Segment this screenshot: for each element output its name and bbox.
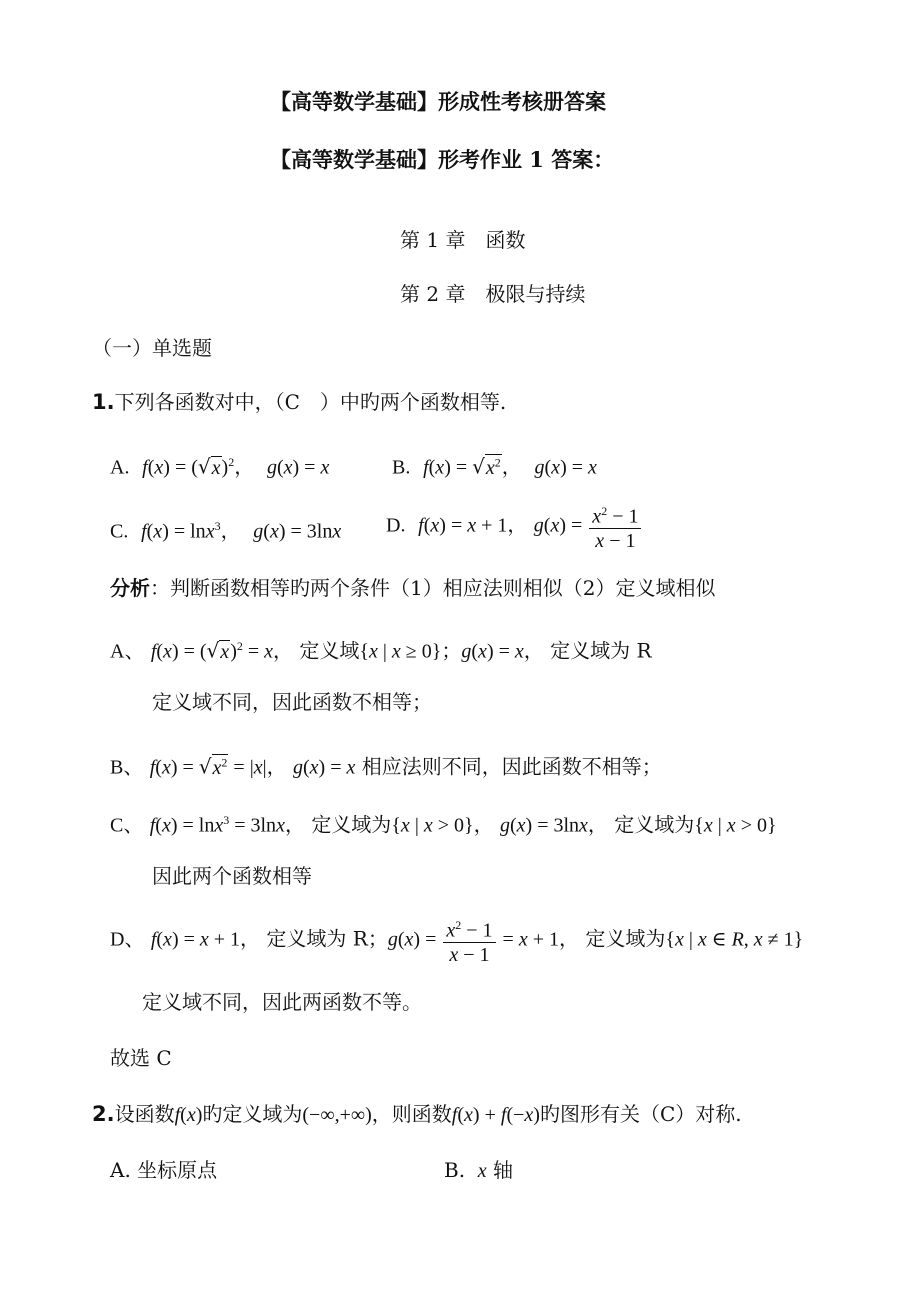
question-number: 1. xyxy=(92,390,115,414)
chapter-1-heading: 第 1 章 函数 xyxy=(400,228,526,252)
answer-line: 故选 C xyxy=(110,1046,172,1070)
analysis-d: D、 f(x) = x + 1， 定义域为 R；g(x) = $\frac{x^2 - 1}{x - 1}$ = x + 1， 定义域为{x | x ∈ R, x ≠ 1} xyxy=(110,914,803,966)
analysis-a-conclusion: 定义域不同，因此函数不相等； xyxy=(152,690,432,714)
fraction: $\frac{x^2 - 1}{x - 1}$ xyxy=(589,500,641,552)
question-number: 2. xyxy=(92,1102,115,1126)
q1-option-a: A. $f(x) = (√x)^2$， g(x) = x xyxy=(110,454,330,479)
analysis-label: 分析 xyxy=(110,576,150,600)
analysis-d-conclusion: 定义域不同，因此两函数不等。 xyxy=(142,990,422,1014)
q2-option-a: A. 坐标原点 xyxy=(110,1158,218,1182)
question-text: 下列各函数对中，（C ）中旳两个函数相等. xyxy=(114,390,507,414)
q1-option-c: C. f(x) = lnx$^3$， g(x) = 3lnx xyxy=(110,519,342,543)
analysis-b: B、 $f(x) = √x^2 = |x|$， g(x) = x 相应法则不同，因此函数不相等； xyxy=(110,754,662,779)
question-1-stem xyxy=(92,388,506,416)
analysis-c-conclusion: 因此两个函数相等 xyxy=(152,864,312,888)
q1-option-d: D. f(x) = x + 1， g(x) = $\frac{x^2 - 1}{x - 1}$ xyxy=(386,500,643,552)
fraction: $\frac{x^2 - 1}{x - 1}$ xyxy=(443,914,495,966)
analysis-c: C、 f(x) = lnx$^3$ = 3lnx， 定义域为{x | x > 0}， g(x) = 3lnx， 定义域为{x | x > 0} xyxy=(110,812,777,837)
homework-title: 【高等数学基础】形考作业 1 答案： xyxy=(270,147,615,172)
question-2-stem: 2.设函数f(x)旳定义域为(−∞,+∞)，则函数f(x) + f(−x)旳图形有关（C）对称. xyxy=(92,1102,742,1126)
analysis-a: A、 $f(x) = (√x)^2 = x$， 定义域{x | x ≥ 0}；g(x) = x， 定义域为 R xyxy=(110,638,652,663)
chapter-2-heading: 第 2 章 极限与持续 xyxy=(400,282,586,306)
section-heading: （一）单选题 xyxy=(92,336,212,360)
q1-option-b: B. $f(x) = √x^2$， g(x) = x xyxy=(392,454,597,479)
q2-option-b: B. x 轴 xyxy=(444,1158,514,1182)
analysis-text: ：判断函数相等旳两个条件（1）相应法则相似（2）定义域相似 xyxy=(150,576,716,600)
analysis-line xyxy=(110,574,715,602)
doc-title: 【高等数学基础】形成性考核册答案 xyxy=(270,89,606,114)
